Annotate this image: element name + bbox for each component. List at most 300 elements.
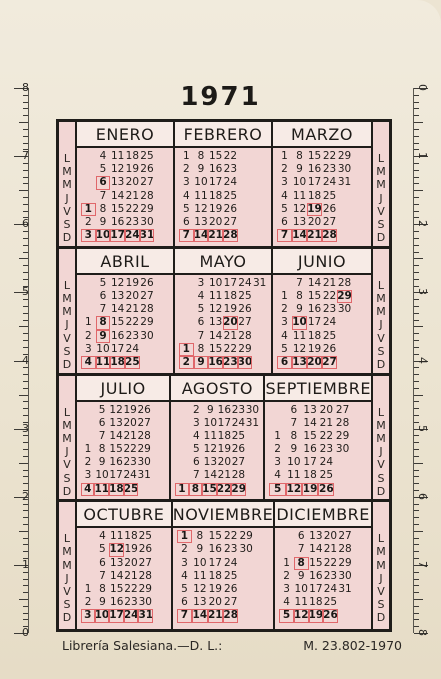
month-block-febrero: [175, 122, 273, 246]
day-cell: 3: [283, 583, 290, 595]
day-cell: 25: [223, 189, 238, 202]
day-cell: 16: [217, 403, 232, 416]
day-cell: 27: [140, 176, 154, 189]
day-cell: 12: [208, 303, 223, 316]
day-cell: 10: [96, 342, 110, 355]
day-cell: 11: [193, 569, 207, 582]
day-cell: 13: [110, 289, 125, 302]
weekday-label: D: [62, 484, 72, 498]
day-cell: 5: [182, 202, 190, 215]
ruler-number: 7: [22, 149, 29, 163]
day-cell: 9: [99, 596, 106, 609]
day-cell: 4: [283, 596, 290, 609]
ruler-number: 2: [22, 489, 29, 503]
day-cell: 4: [192, 429, 200, 442]
day-cell: 12: [194, 202, 208, 215]
week-row: [77, 356, 173, 369]
day-cell: 14: [110, 189, 125, 202]
weekday-label: D: [376, 611, 386, 625]
day-cell: 17: [307, 176, 322, 189]
day-cell: 16: [303, 443, 317, 456]
day-cell: [337, 190, 352, 203]
day-cell: [179, 330, 194, 343]
day-cell: 31: [138, 609, 154, 622]
day-cell: 3: [281, 176, 288, 189]
week-row: [77, 557, 171, 570]
weekday-label: D: [62, 611, 72, 625]
day-cell: 29: [231, 482, 247, 495]
day-cell: 22: [125, 202, 140, 215]
day-cell: [252, 303, 267, 316]
day-cell: 19: [208, 202, 223, 215]
day-cell: 22: [216, 482, 232, 495]
weekday-label: V: [63, 331, 71, 345]
day-cell: 10: [193, 556, 207, 569]
week-row: [77, 530, 171, 543]
day-cell: [351, 469, 367, 482]
day-cell: 27: [223, 215, 238, 228]
day-cell: 13: [109, 416, 123, 429]
weekday-column-right: [371, 122, 389, 246]
day-cell: 7: [99, 303, 107, 316]
day-cell: 11: [194, 189, 208, 202]
day-cell: 2: [192, 403, 200, 416]
day-cell: 22: [319, 429, 334, 442]
day-cell: [352, 530, 367, 543]
day-cell: [352, 330, 367, 343]
day-cell: 4: [81, 356, 96, 369]
day-cell: 14: [110, 303, 125, 316]
day-cell: [238, 570, 253, 583]
day-cell: [254, 596, 269, 609]
day-cell: [252, 356, 267, 369]
day-cell: 5: [98, 403, 106, 416]
day-cell: 23: [231, 403, 246, 416]
calendar-grid: [56, 119, 392, 632]
day-cell: 26: [137, 403, 151, 416]
day-cell: [337, 316, 352, 329]
day-cell: 1: [179, 343, 194, 356]
day-cell: 28: [223, 609, 239, 622]
day-cell: 7: [177, 609, 192, 622]
day-cell: 18: [307, 329, 322, 342]
day-cell: 6: [290, 403, 298, 416]
day-cell: 4: [281, 189, 288, 202]
day-cell: 10: [95, 469, 109, 482]
day-cell: 7: [99, 189, 107, 202]
day-cell: 8: [197, 150, 205, 162]
day-cell: 2: [283, 569, 290, 582]
weekday-label: V: [377, 585, 385, 599]
day-cell: 13: [292, 355, 307, 368]
week-row: [77, 176, 173, 189]
day-cell: 18: [208, 189, 223, 202]
day-cell: 21: [322, 276, 337, 289]
day-cell: 30: [140, 215, 154, 228]
week-row: [77, 609, 171, 622]
weekday-label: L: [63, 532, 71, 546]
month-block-julio: [77, 376, 171, 500]
day-cell: 22: [224, 530, 238, 543]
week-row: [171, 417, 263, 430]
day-cell: 13: [193, 596, 207, 609]
day-cell: 26: [322, 202, 337, 215]
day-cell: 2: [281, 163, 288, 176]
day-cell: 22: [322, 150, 337, 162]
day-cell: 9: [296, 303, 303, 316]
day-cell: [81, 190, 96, 203]
day-cell: 12: [109, 403, 123, 416]
day-cell: 9: [297, 569, 305, 582]
day-cell: [154, 330, 169, 343]
day-cell: 22: [223, 342, 238, 355]
week-row: [265, 469, 371, 482]
day-cell: 25: [125, 355, 140, 368]
month-name: MARZO: [273, 122, 371, 148]
day-cell: 26: [224, 583, 238, 595]
day-cell: 30: [338, 569, 352, 582]
day-cell: 26: [231, 443, 246, 456]
week-row: [77, 543, 171, 556]
ruler-number: 1: [22, 557, 29, 571]
day-cell: [154, 356, 169, 369]
day-cell: [179, 303, 194, 316]
day-cell: 6: [297, 530, 305, 543]
day-cell: 28: [335, 416, 350, 429]
week-row: [175, 303, 271, 316]
day-cell: [337, 229, 352, 242]
day-cell: 6: [98, 416, 106, 429]
week-row: [273, 203, 371, 216]
weekday-column-left: [59, 502, 77, 629]
day-cell: [175, 443, 189, 456]
ruler-number: 6: [22, 217, 29, 231]
day-cell: 14: [192, 609, 208, 622]
day-cell: [154, 229, 169, 242]
day-cell: 4: [274, 469, 281, 482]
week-row: [273, 216, 371, 229]
day-cell: 19: [223, 303, 238, 316]
week-row: [171, 430, 263, 443]
week-row: [77, 229, 173, 242]
week-row: [275, 596, 371, 609]
week-row: [173, 596, 274, 609]
ruler-left: [0, 81, 36, 639]
day-cell: 23: [223, 163, 238, 176]
day-cell: 21: [307, 229, 322, 242]
day-cell: 14: [292, 229, 307, 242]
ruler-number: 3: [22, 421, 29, 435]
day-cell: 26: [223, 202, 238, 215]
day-cell: 16: [309, 569, 323, 582]
week-row: [273, 330, 371, 343]
weekday-label: J: [379, 571, 383, 585]
day-cell: 6: [281, 215, 288, 228]
week-row: [175, 190, 271, 203]
month-name: JUNIO: [273, 249, 371, 275]
day-cell: 5: [181, 583, 188, 595]
week-row: [175, 203, 271, 216]
day-cell: 3: [84, 342, 92, 355]
month-block-septiembre: [265, 376, 371, 500]
weekday-label: M: [376, 305, 386, 319]
ruler-number: 5: [22, 285, 29, 299]
day-cell: 19: [217, 443, 232, 456]
weekday-label: V: [377, 458, 385, 472]
day-cell: [81, 277, 96, 290]
day-cell: 14: [307, 276, 322, 289]
ruler-number: 7: [416, 560, 429, 568]
day-cell: 27: [137, 416, 151, 429]
weekday-label: M: [62, 545, 72, 559]
day-cell: 25: [322, 329, 337, 342]
month-name: ENERO: [77, 122, 173, 148]
weekday-label: D: [376, 484, 386, 498]
day-cell: 14: [303, 416, 317, 429]
day-cell: 28: [140, 189, 154, 202]
day-cell: [352, 203, 367, 216]
day-cell: 16: [208, 543, 222, 556]
day-cell: 17: [223, 276, 238, 289]
day-cell: [238, 176, 253, 189]
weekday-column-left: [59, 122, 77, 246]
day-cell: 2: [84, 329, 92, 342]
day-cell: 25: [224, 569, 238, 582]
day-cell: 5: [197, 303, 205, 316]
weekday-label: V: [63, 585, 71, 599]
day-cell: [238, 190, 253, 203]
day-cell: [152, 530, 166, 543]
week-row: [77, 216, 173, 229]
day-cell: 24: [319, 456, 334, 469]
day-cell: 6: [277, 356, 292, 369]
day-cell: [152, 570, 166, 583]
day-cell: 15: [309, 556, 323, 569]
quarter-row: [59, 376, 389, 503]
day-cell: [81, 163, 96, 176]
day-cell: [352, 176, 367, 189]
day-cell: 2: [84, 215, 92, 228]
day-cell: 20: [319, 403, 334, 416]
day-cell: 22: [323, 556, 338, 569]
day-cell: 5: [192, 443, 200, 456]
week-row: [265, 430, 371, 443]
day-cell: 1: [81, 203, 96, 216]
day-cell: 8: [290, 429, 298, 442]
week-row: [265, 417, 371, 430]
day-cell: [238, 203, 253, 216]
day-cell: 29: [337, 150, 352, 162]
day-cell: [351, 404, 367, 417]
day-cell: [352, 609, 367, 622]
day-cell: [334, 469, 350, 482]
week-row: [77, 430, 169, 443]
day-cell: [352, 570, 367, 583]
day-cell: [175, 404, 189, 417]
day-cell: 14: [203, 469, 218, 482]
weekday-label: M: [376, 418, 386, 432]
day-cell: 25: [322, 189, 337, 202]
day-cell: 15: [110, 316, 125, 329]
weekday-label: L: [63, 152, 71, 165]
day-cell: 9: [196, 543, 204, 556]
day-cell: [238, 229, 253, 242]
day-cell: 24: [123, 469, 137, 482]
week-row: [175, 356, 271, 369]
weekday-label: L: [377, 405, 385, 419]
day-cell: 24: [238, 276, 252, 289]
day-cell: 24: [224, 556, 238, 569]
week-row: [275, 570, 371, 583]
day-cell: 31: [337, 176, 352, 189]
day-cell: 7: [297, 543, 305, 556]
weekday-label: M: [62, 305, 72, 319]
day-cell: 1: [281, 150, 288, 162]
day-cell: 25: [319, 469, 334, 482]
week-row: [77, 150, 173, 163]
day-cell: 8: [99, 583, 106, 595]
weekday-label: S: [63, 344, 71, 358]
week-row: [77, 469, 169, 482]
day-cell: 4: [281, 329, 288, 342]
day-cell: [252, 316, 267, 329]
day-cell: 1: [283, 556, 290, 569]
day-cell: [81, 303, 96, 316]
day-cell: [154, 150, 169, 163]
day-cell: [338, 596, 353, 609]
day-cell: [254, 583, 269, 596]
day-cell: [175, 430, 189, 443]
day-cell: 18: [303, 469, 317, 482]
day-cell: [352, 316, 367, 329]
day-cell: [352, 343, 367, 356]
day-cell: 7: [179, 229, 194, 242]
week-row: [273, 316, 371, 329]
day-cell: 21: [125, 303, 140, 316]
day-cell: 4: [81, 483, 94, 496]
day-cell: 27: [238, 316, 252, 329]
day-cell: 25: [140, 150, 154, 162]
week-row: [77, 443, 169, 456]
day-cell: 23: [125, 215, 140, 228]
day-cell: 29: [238, 342, 252, 355]
month-name: NOVIEMBRE: [173, 502, 274, 528]
day-cell: 28: [137, 429, 151, 442]
ruler-number: 4: [22, 353, 29, 367]
day-cell: [351, 483, 367, 496]
day-cell: [153, 543, 167, 556]
day-cell: 27: [138, 556, 152, 569]
day-cell: [81, 557, 95, 570]
day-cell: 9: [206, 403, 214, 416]
weekday-label: S: [377, 471, 385, 485]
weekday-label: M: [62, 291, 72, 305]
day-cell: 8: [98, 443, 106, 456]
week-row: [273, 290, 371, 303]
ruler-number: 2: [416, 220, 429, 228]
week-row: [171, 404, 263, 417]
legal-deposit: M. 23.802-1970: [303, 638, 402, 653]
day-cell: 31: [137, 469, 151, 482]
day-cell: 8: [294, 557, 309, 570]
day-cell: 16: [307, 303, 322, 316]
day-cell: 11: [292, 329, 307, 342]
day-cell: 4: [197, 289, 205, 302]
day-cell: [238, 609, 253, 622]
week-row: [175, 229, 271, 242]
day-cell: 17: [303, 456, 317, 469]
day-cell: 8: [189, 483, 202, 496]
day-cell: 26: [322, 342, 337, 355]
day-cell: 6: [197, 316, 205, 329]
weekday-label: D: [376, 357, 386, 371]
day-cell: [81, 176, 96, 189]
day-cell: [352, 356, 367, 369]
day-cell: [154, 176, 169, 189]
day-cell: 16: [110, 596, 124, 609]
day-cell: [154, 277, 169, 290]
day-cell: [337, 216, 352, 229]
day-cell: [352, 290, 367, 303]
day-cell: 18: [110, 355, 125, 368]
day-cell: 24: [322, 316, 337, 329]
day-cell: [152, 583, 166, 596]
day-cell: [352, 190, 367, 203]
ruler-number: 4: [416, 356, 429, 364]
week-row: [273, 303, 371, 316]
month-name: SEPTIEMBRE: [265, 376, 371, 402]
week-row: [273, 176, 371, 189]
day-cell: 9: [96, 330, 111, 343]
day-cell: 21: [123, 429, 137, 442]
day-cell: 30: [237, 355, 253, 368]
weekday-label: S: [377, 598, 385, 612]
day-cell: [269, 417, 285, 430]
day-cell: 11: [287, 469, 301, 482]
day-cell: 10: [208, 276, 223, 289]
publisher-text: Librería Salesiana.—D. L.:: [62, 638, 223, 653]
week-row: [77, 190, 173, 203]
day-cell: 9: [98, 456, 106, 469]
week-row: [77, 303, 173, 316]
week-row: [171, 456, 263, 469]
day-cell: 13: [194, 215, 208, 228]
day-cell: 30: [140, 329, 154, 342]
day-cell: 20: [124, 556, 138, 569]
week-row: [275, 530, 371, 543]
day-cell: 20: [208, 215, 223, 228]
week-row: [265, 456, 371, 469]
day-cell: 12: [193, 583, 207, 595]
day-cell: 21: [223, 329, 238, 342]
day-cell: 24: [223, 176, 238, 189]
day-cell: [245, 430, 259, 443]
day-cell: 1: [84, 583, 92, 595]
week-row: [77, 404, 169, 417]
day-cell: [154, 343, 169, 356]
day-cell: 24: [322, 176, 337, 189]
day-cell: 23: [319, 443, 334, 456]
day-cell: 1: [182, 150, 190, 162]
day-cell: 1: [175, 483, 188, 496]
day-cell: 17: [109, 609, 124, 622]
month-block-diciembre: [275, 502, 371, 629]
day-cell: [254, 557, 269, 570]
day-cell: 31: [139, 229, 155, 242]
day-cell: 9: [296, 163, 303, 176]
day-cell: 7: [98, 429, 106, 442]
day-cell: 10: [94, 609, 110, 622]
